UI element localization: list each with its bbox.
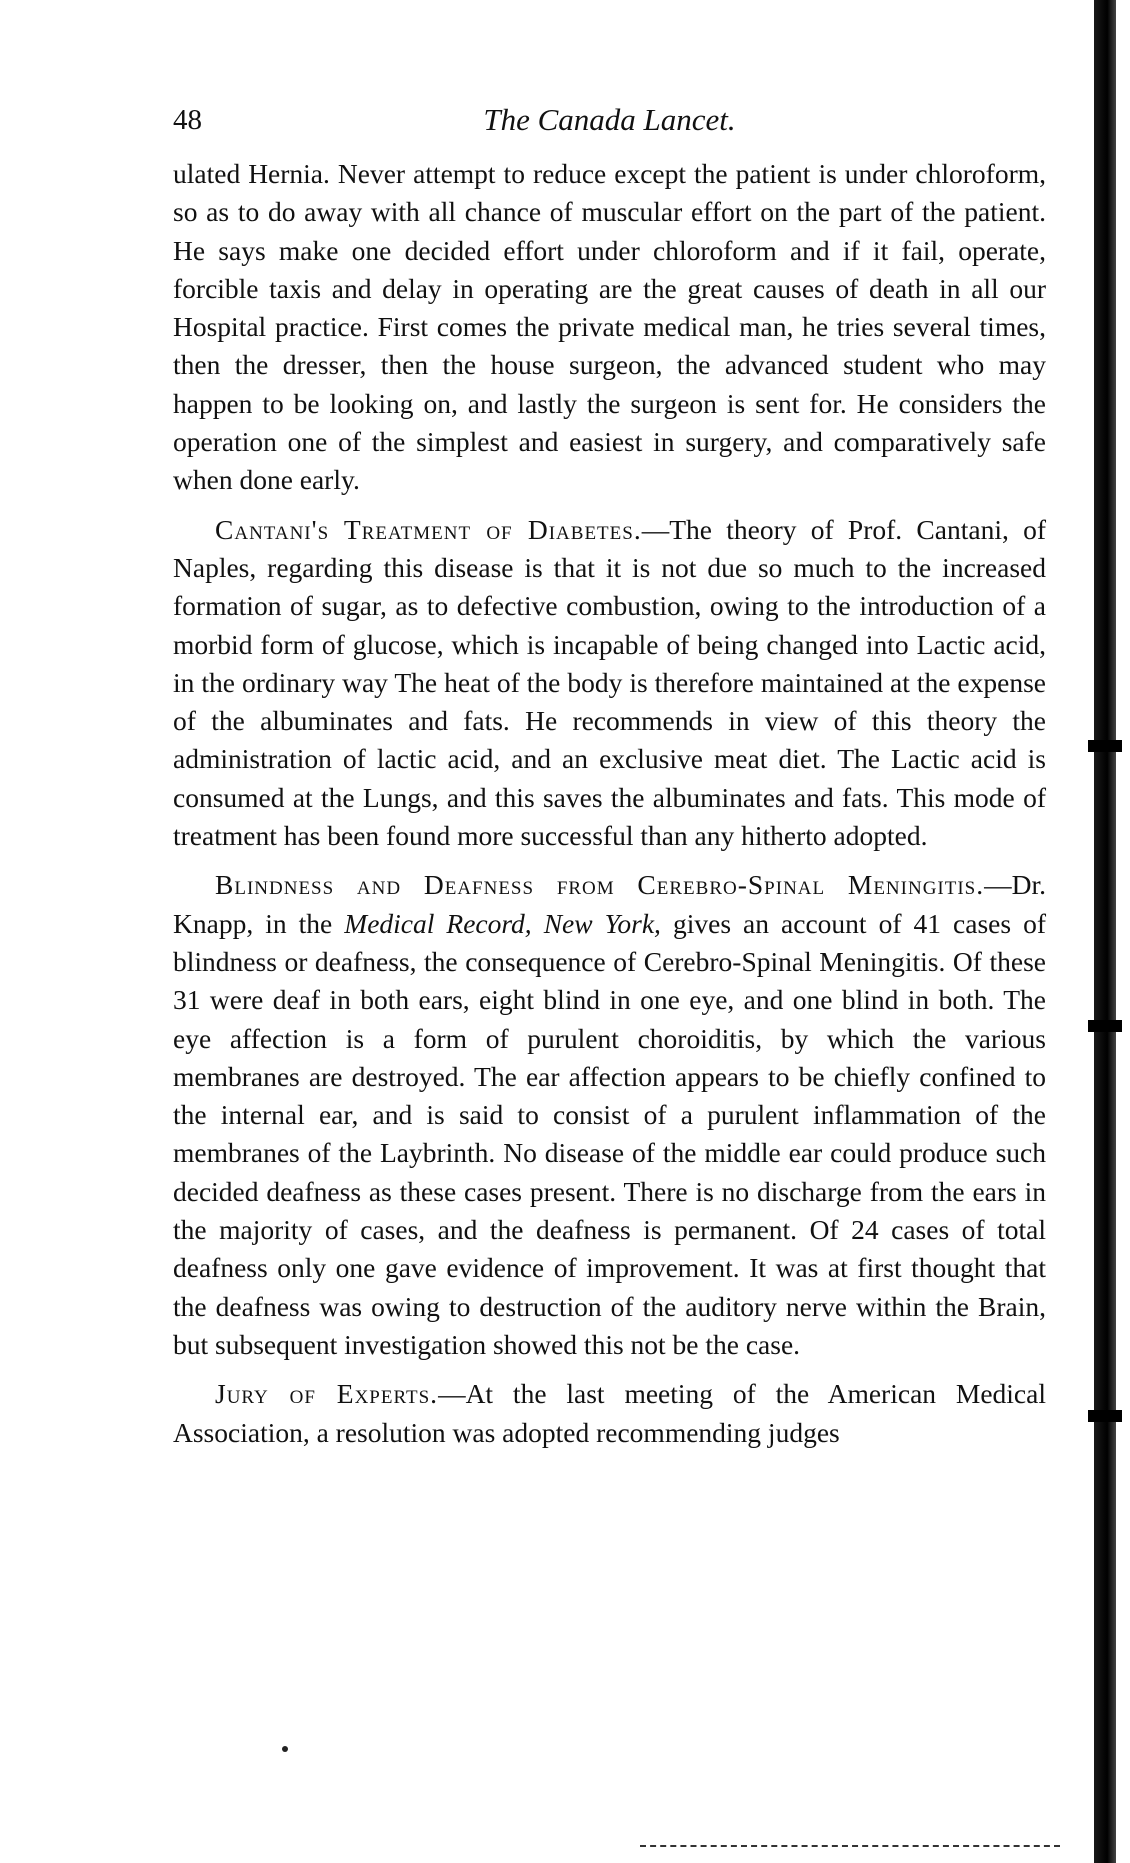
section-heading-meningitis: Blindness and Deafness from Cerebro-Spinal Meningitis.	[215, 869, 985, 901]
page-body	[173, 155, 1046, 1463]
running-title: The Canada Lancet.	[483, 102, 736, 137]
page-header	[173, 100, 1046, 140]
binding-mark	[1088, 1410, 1122, 1422]
paragraph-meningitis	[173, 866, 1046, 1364]
page-number: 48	[173, 104, 202, 136]
scan-bottom-rule	[640, 1845, 1060, 1847]
section-heading-diabetes: Cantani's Treatment of Diabetes.	[215, 513, 642, 545]
paragraph-jury	[173, 1375, 1046, 1452]
paragraph-meningitis-text-a: —Dr. Knapp, in the	[173, 869, 1046, 939]
paragraph-jury-text: —At the last meeting of the American Medical Association, a resolution was adopted recommending judges	[173, 1378, 1046, 1448]
paragraph-hernia: ulated Hernia. Never attempt to reduce except the patient is under chloroform, so as to do away with all chance of muscular effort on the part of the patient. He says make one decided effort under chloroform and if it fail, operate, forcible taxis and delay in operating are the great causes of death in all our Hospital practice. First comes the private medical man, he tries several times, then the dresser, then the house surgeon, the advanced student who may happen to be looking on, and lastly the surgeon is sent for. He considers the operation one of the simplest and easiest in surgery, and comparatively safe when done early.	[173, 158, 1046, 496]
binding-edge	[1094, 0, 1116, 1863]
paragraph-meningitis-text-b: gives an account of 41 cases of blindness or deafness, the consequence of Cerebro-Spinal Meningitis. Of these 31 were deaf in both ears, eight blind in one eye, and one blind in both. The eye affection is a form of purulent choroiditis, by which the various membranes are destroyed. The ear affection appears to be chiefly confined to the internal ear, and is said to consist of a purulent inflammation of the membranes of the Laybrinth. No disease of the middle ear could produce such decided deafness as these cases present. There is no discharge from the ears in the majority of cases, and the deafness is permanent. Of 24 cases of total deafness only one gave evidence of improvement. It was at first thought that the deafness was owing to destruction of the auditory nerve within the Brain, but subsequent investigation showed this not be the case.	[173, 907, 1046, 1360]
paragraph-diabetes-text: —The theory of Prof. Cantani, of Naples, regarding this disease is that it is not due so much to the increased formation of sugar, as to defective combustion, owing to the introduction of a morbid form of glucose, which is incapable of being changed into Lactic acid, in the ordinary way The heat of the body is therefore maintained at the expense of the albuminates and fats. He recommends in view of this theory the administration of lactic acid, and an exclusive meat diet. The Lactic acid is consumed at the Lungs, and this saves the albuminates and fats. This mode of treatment has been found more successful than any hitherto adopted.	[173, 513, 1047, 852]
scan-speck	[282, 1746, 288, 1752]
section-heading-jury: Jury of Experts.	[215, 1378, 439, 1410]
binding-mark	[1088, 740, 1122, 752]
paragraph-diabetes	[173, 511, 1046, 856]
binding-mark	[1088, 1020, 1122, 1032]
journal-title: Medical Record, New York,	[344, 907, 661, 939]
